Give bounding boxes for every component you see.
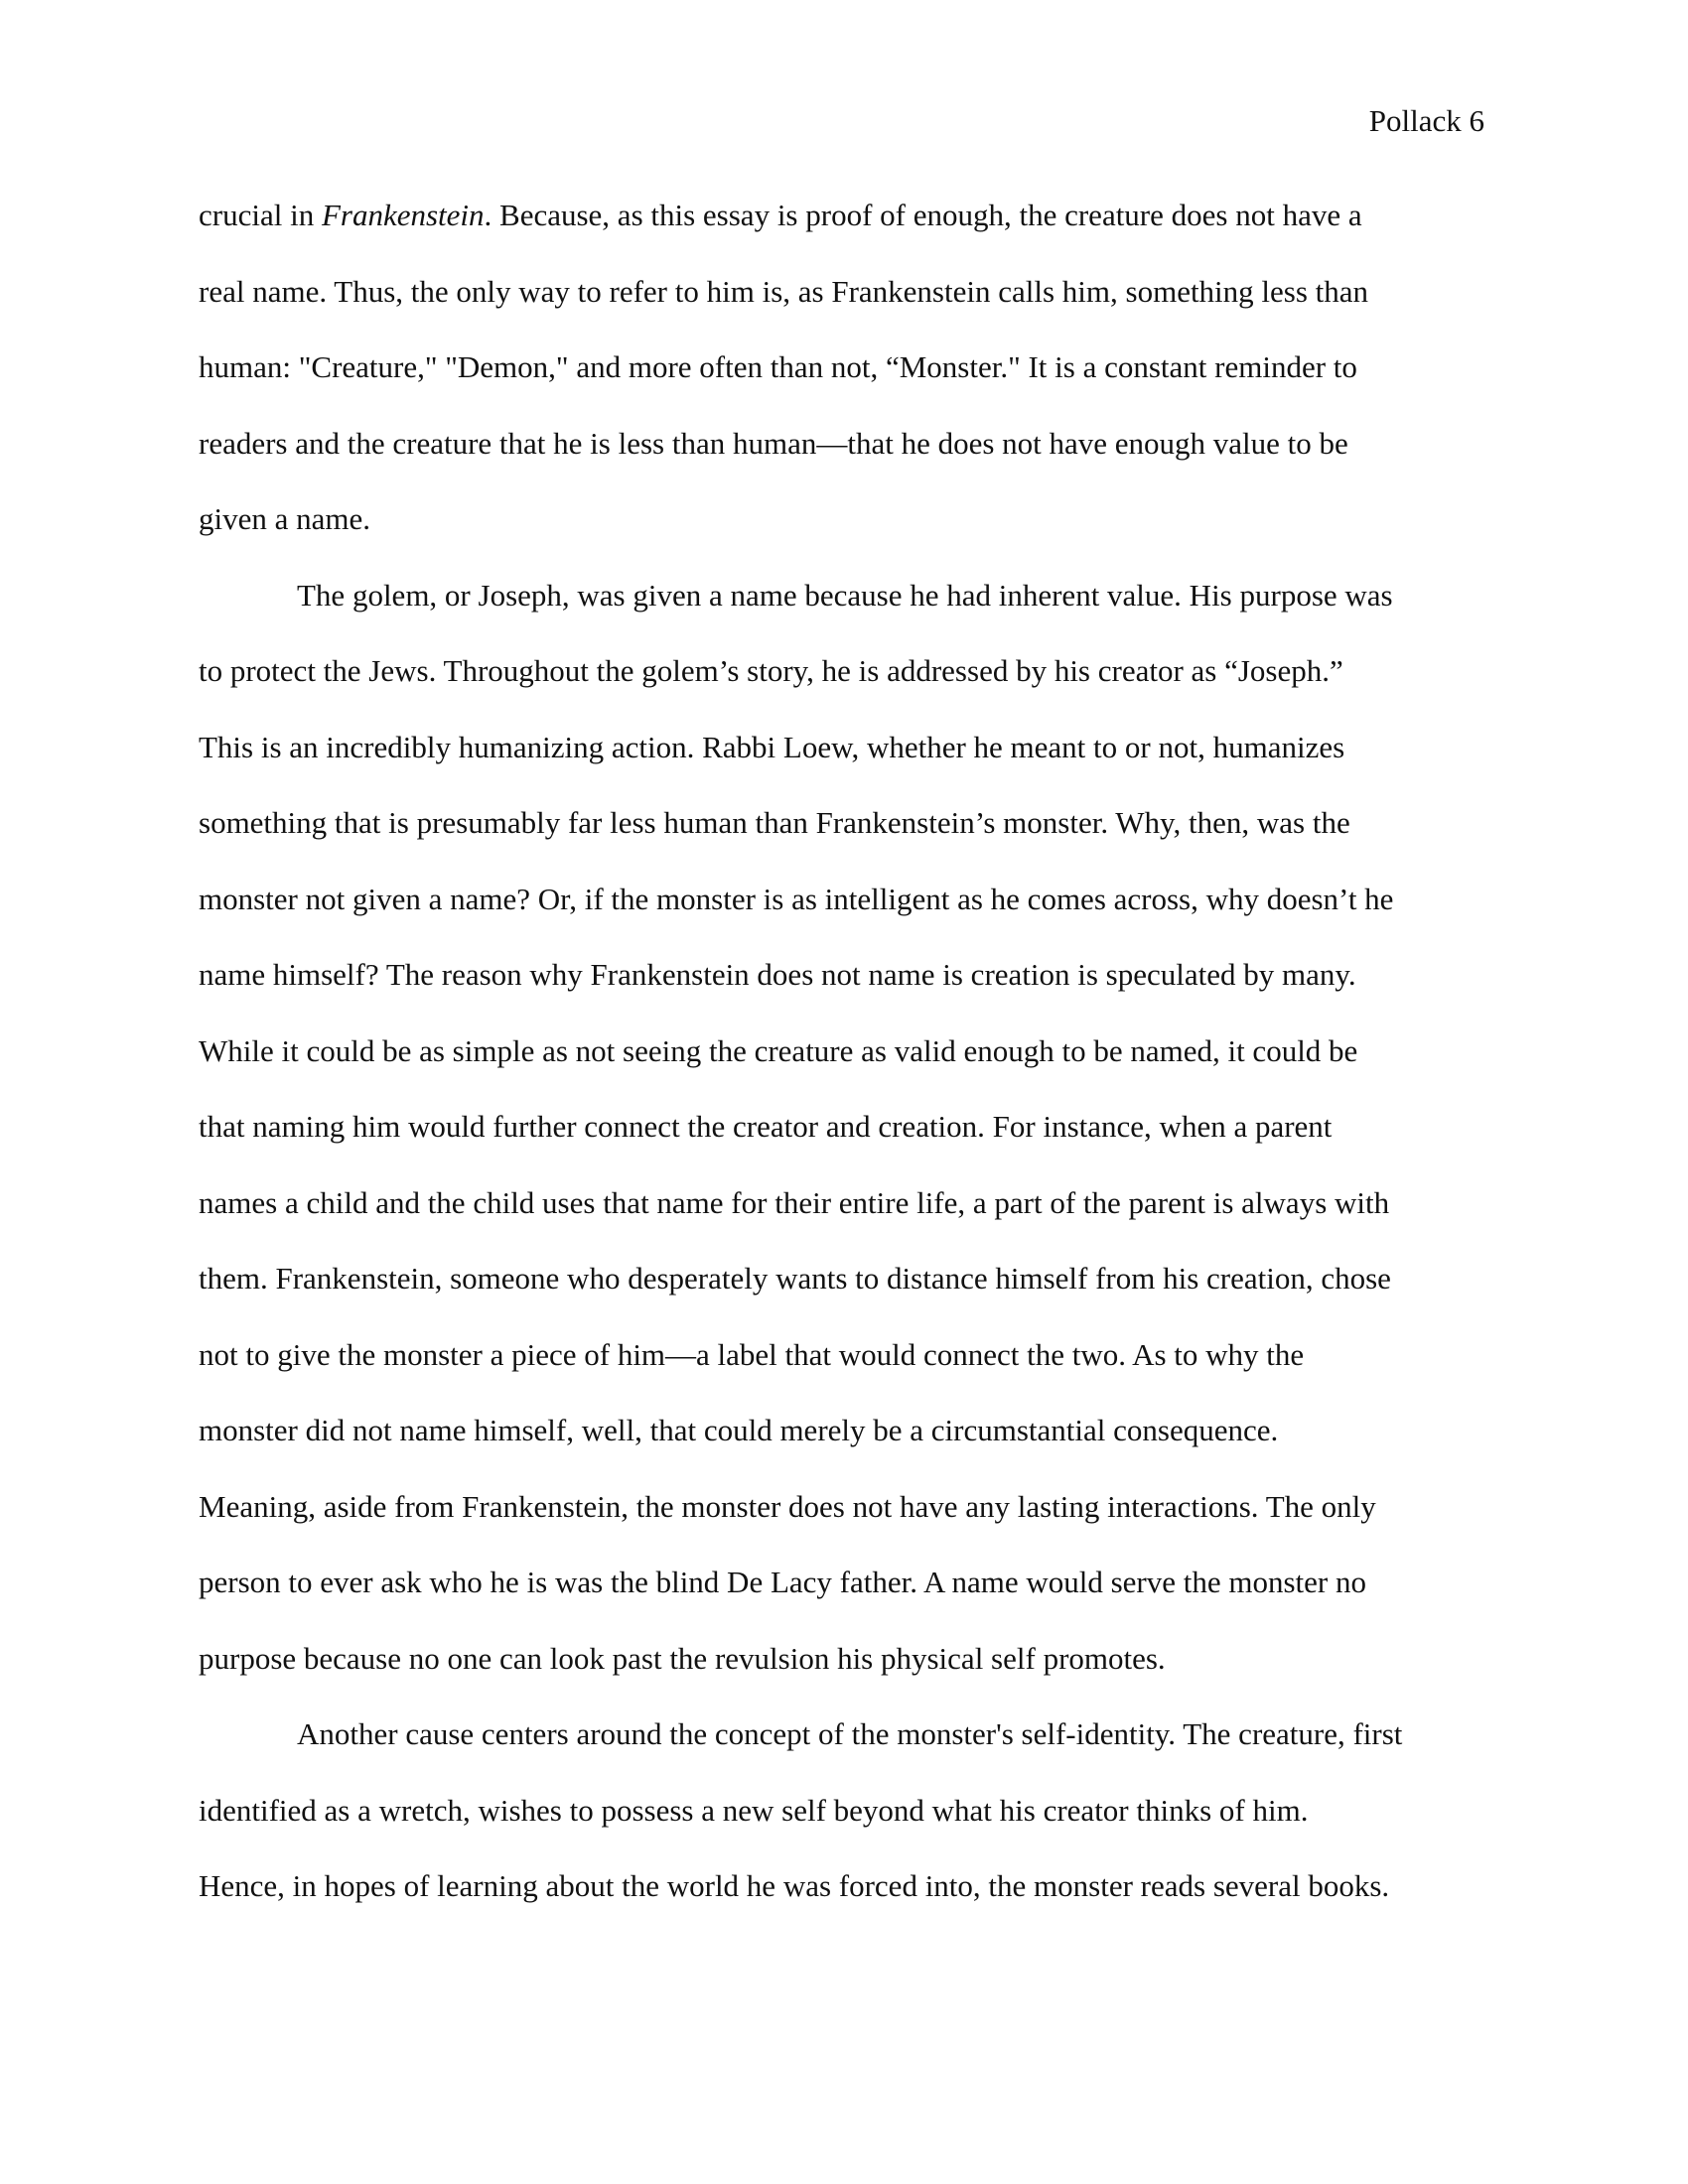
text-line: Hence, in hopes of learning about the world he was forced into, the monster reads several books. [199,1868,1390,1903]
text-line: them. Frankenstein, someone who desperately wants to distance himself from his creation, chose [199,1261,1391,1296]
text-line: While it could be as simple as not seeing the creature as valid enough to be named, it could be [199,1032,1358,1068]
text-line: human: "Creature," "Demon," and more often than not, “Monster." It is a constant reminder to [199,349,1357,384]
text-line [199,196,1489,272]
text-line: something that is presumably far less human than Frankenstein’s monster. Why, then, was the [199,805,1350,840]
text-line: monster did not name himself, well, that could merely be a circumstantial consequence. [199,1413,1279,1447]
text-line: purpose because no one can look past the revulsion his physical self promotes. [199,1640,1166,1676]
running-head: Pollack 6 [1368,103,1484,138]
text-line: identified as a wretch, wishes to possess a new self beyond what his creator thinks of him. [199,1792,1309,1828]
paragraph-first-line: The golem, or Joseph, was given a name because he had inherent value. His purpose was [297,577,1393,613]
text-line: that naming him would further connect the creator and creation. For instance, when a parent [199,1109,1333,1144]
text-line-pre: crucial in [199,198,322,232]
text-line: monster not given a name? Or, if the monster is as intelligent as he comes across, why doesn’t he [199,881,1394,916]
text-line: readers and the creature that he is less than human—that he does not have enough value to be [199,425,1348,461]
text-line: names a child and the child uses that name for their entire life, a part of the parent is always with [199,1184,1390,1220]
text-line-post: . Because, as this essay is proof of enough, the creature does not have a [484,198,1362,232]
text-line: given a name. [199,501,371,536]
text-line: to protect the Jews. Throughout the golem’s story, he is addressed by his creator as “Joseph.” [199,653,1343,688]
book-title: Frankenstein [321,198,485,232]
essay-body [199,196,1489,1943]
paragraph-first-line: Another cause centers around the concept of the monster's self-identity. The creature, first [297,1716,1403,1751]
text-line: name himself? The reason why Frankenstein does not name is creation is speculated by many. [199,957,1356,992]
text-line: real name. Thus, the only way to refer to him is, as Frankenstein calls him, something less than [199,273,1369,309]
text-line: not to give the monster a piece of him—a label that would connect the two. As to why the [199,1336,1305,1372]
text-line: This is an incredibly humanizing action. Rabbi Loew, whether he meant to or not, humanizes [199,729,1345,764]
text-line: Meaning, aside from Frankenstein, the monster does not have any lasting interactions. The only [199,1488,1376,1524]
text-line: person to ever ask who he is was the blind De Lacy father. A name would serve the monster no [199,1565,1366,1599]
